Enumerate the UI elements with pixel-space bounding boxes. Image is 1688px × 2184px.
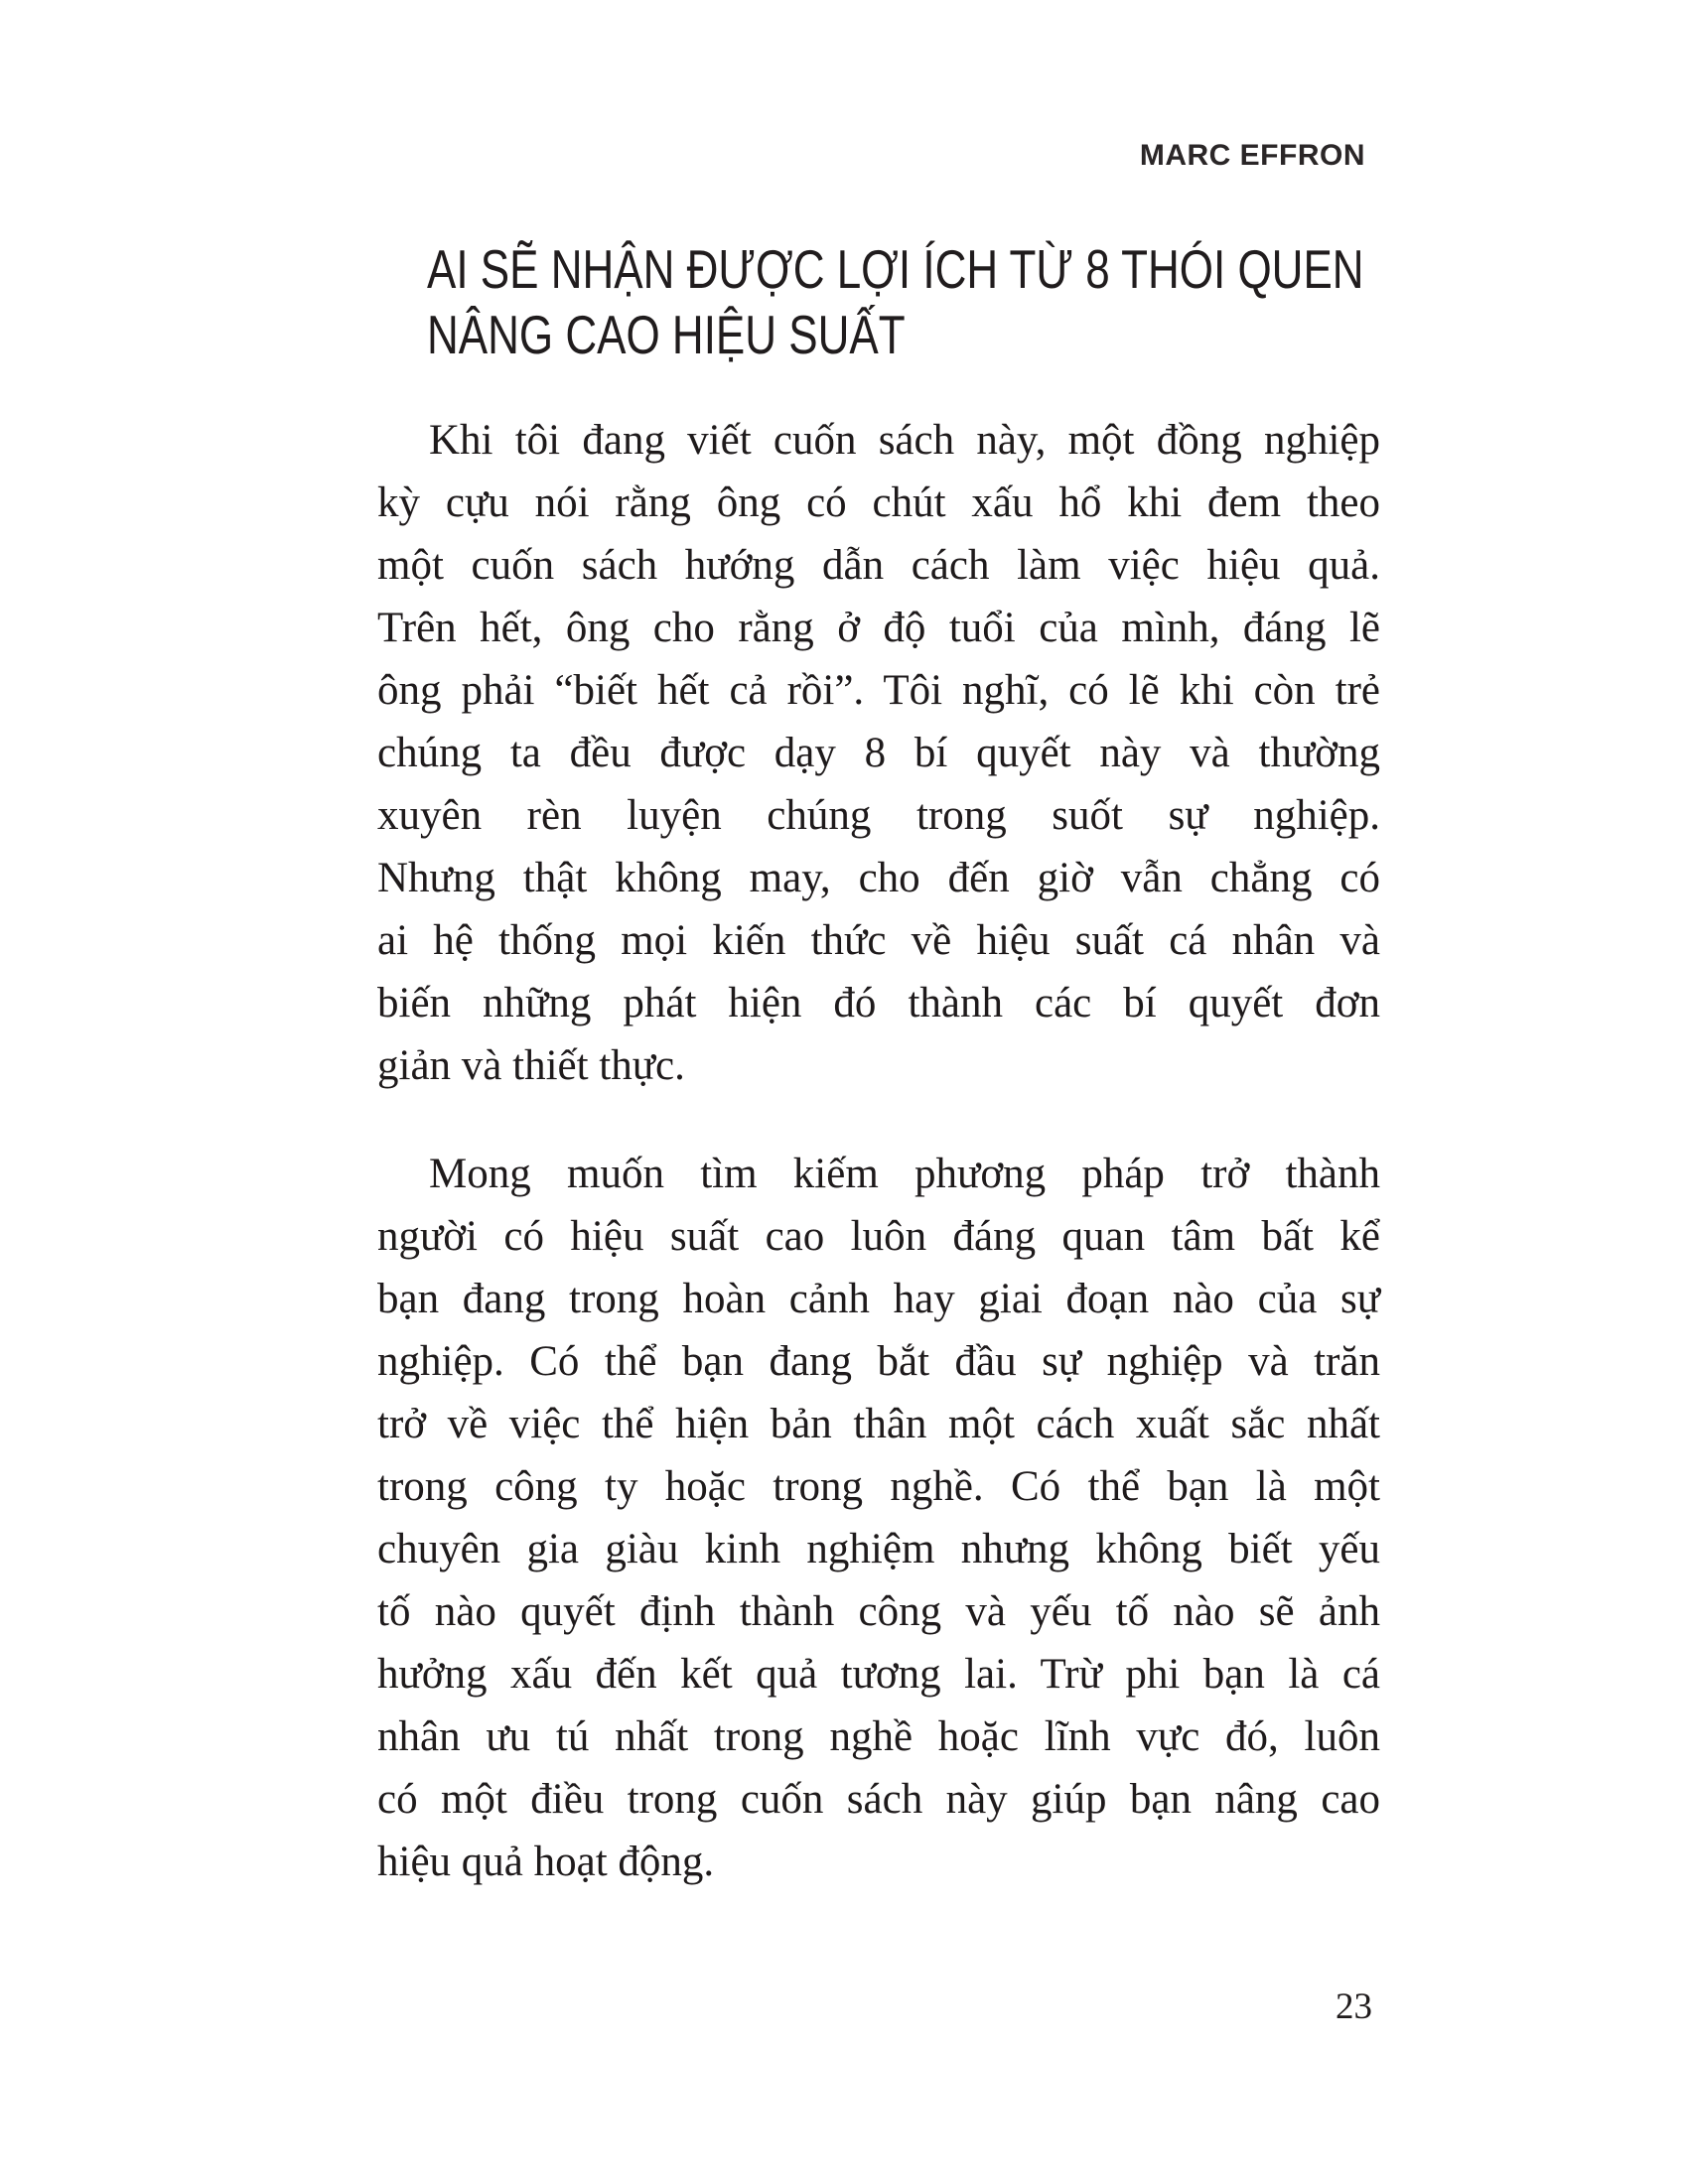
text-line: Trên hết, ông cho rằng ở độ tuổi của mình, đáng lẽ <box>377 605 1380 651</box>
text-line: có một điều trong cuốn sách này giúp bạn nâng cao <box>377 1776 1380 1823</box>
text-line: chúng ta đều được dạy 8 bí quyết này và thường <box>377 730 1380 776</box>
text-line: ông phải “biết hết cả rồi”. Tôi nghĩ, có lẽ khi còn trẻ <box>377 667 1380 714</box>
text-line: bạn đang trong hoàn cảnh hay giai đoạn nào của sự <box>377 1276 1380 1322</box>
text-line: Nhưng thật không may, cho đến giờ vẫn chẳng có <box>377 855 1380 901</box>
text-line: ai hệ thống mọi kiến thức về hiệu suất cá nhân và <box>377 917 1380 964</box>
text-line: hưởng xấu đến kết quả tương lai. Trừ phi bạn là cá <box>377 1651 1380 1698</box>
text-line: chuyên gia giàu kinh nghiệm nhưng không biết yếu <box>377 1526 1380 1572</box>
text-line: nghiệp. Có thể bạn đang bắt đầu sự nghiệp và trăn <box>377 1338 1380 1385</box>
page-number: 23 <box>1336 1986 1372 2027</box>
text-line: trong công ty hoặc trong nghề. Có thể bạn là một <box>377 1463 1380 1510</box>
chapter-heading-line-2: NÂNG CAO HIỆU SUẤT <box>427 304 906 365</box>
text-line: Mong muốn tìm kiếm phương pháp trở thành <box>429 1151 1380 1197</box>
chapter-heading-line-1: AI SẼ NHẬN ĐƯỢC LỢI ÍCH TỪ 8 THÓI QUEN <box>427 238 1364 300</box>
text-line: xuyên rèn luyện chúng trong suốt sự nghiệp. <box>377 792 1380 839</box>
body-text <box>377 409 1380 1893</box>
paragraph-1 <box>377 409 1380 1097</box>
text-line: một cuốn sách hướng dẫn cách làm việc hiệu quả. <box>377 542 1380 589</box>
text-line: trở về việc thể hiện bản thân một cách xuất sắc nhất <box>377 1401 1380 1447</box>
text-line: kỳ cựu nói rằng ông có chút xấu hổ khi đem theo <box>377 479 1380 526</box>
text-line: người có hiệu suất cao luôn đáng quan tâm bất kể <box>377 1213 1380 1260</box>
text-line: giản và thiết thực. <box>377 1042 685 1089</box>
paragraph-2 <box>377 1143 1380 1893</box>
text-line: hiệu quả hoạt động. <box>377 1839 715 1885</box>
text-line: biến những phát hiện đó thành các bí quyết đơn <box>377 980 1380 1026</box>
text-line: nhân ưu tú nhất trong nghề hoặc lĩnh vực đó, luôn <box>377 1713 1380 1760</box>
chapter-heading <box>427 236 1364 367</box>
text-line: tố nào quyết định thành công và yếu tố nào sẽ ảnh <box>377 1588 1380 1635</box>
running-header-author: MARC EFFRON <box>1139 139 1365 172</box>
text-line: Khi tôi đang viết cuốn sách này, một đồng nghiệp <box>429 417 1380 464</box>
